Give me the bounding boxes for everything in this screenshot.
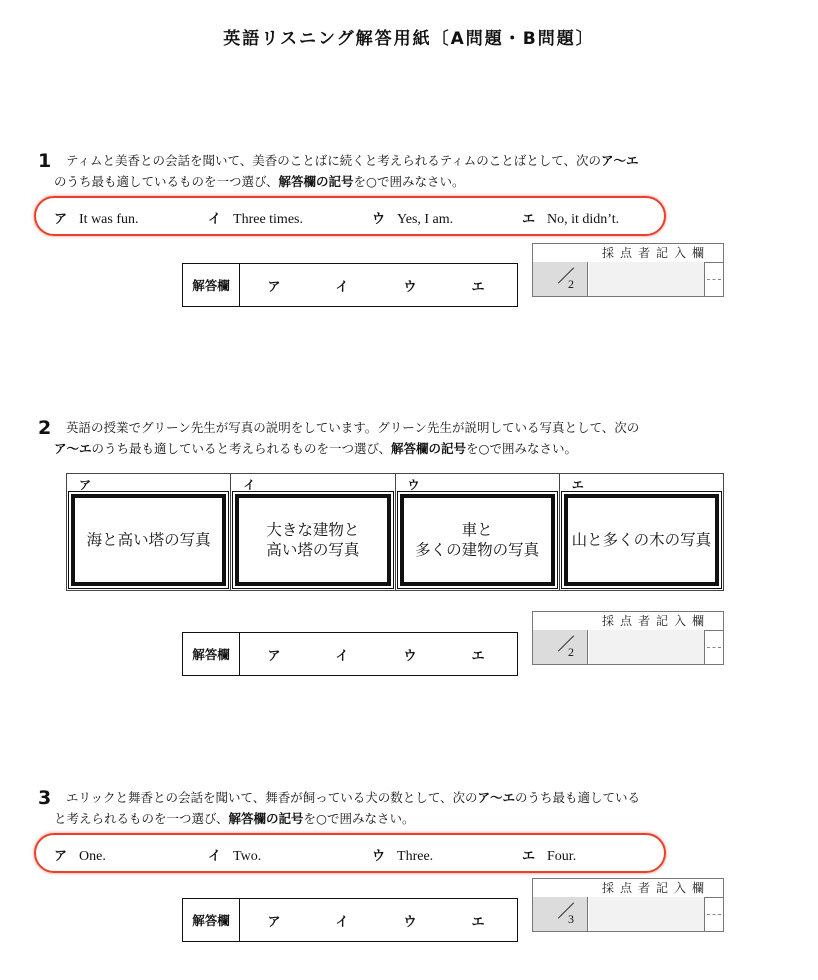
option-text: Three times. (233, 212, 303, 227)
answer-label: 解答欄 (183, 899, 240, 941)
option-i (208, 208, 303, 228)
answer-choice-i[interactable]: イ (335, 648, 349, 664)
option-text: No, it didn’t. (547, 212, 620, 227)
answer-choice-u[interactable]: ウ (403, 648, 417, 664)
answer-choice-e[interactable]: エ (471, 279, 485, 295)
option-letter: イ (208, 849, 222, 864)
grader-box-1 (532, 243, 724, 297)
photo-caption: 海と高い塔の写真 (71, 494, 226, 586)
question-3-text-line2 (54, 808, 734, 829)
q2-line2-pre: のうち最も適していると考えられるものを一つ選び、 (91, 441, 392, 456)
score-cell[interactable] (533, 262, 588, 296)
q2-line2-post: を○で囲みなさい。 (466, 441, 577, 456)
answer-choice-i[interactable]: イ (335, 279, 349, 295)
option-letter: エ (522, 849, 536, 864)
grader-header: 採点者記入欄 (589, 244, 723, 263)
question-2-text-line2 (54, 438, 734, 459)
grader-box-3 (532, 878, 724, 932)
option-text: Yes, I am. (397, 212, 454, 227)
grader-side-cell (705, 262, 723, 296)
q3-line1-bold: ア〜エ (477, 790, 516, 805)
photo-letter: ア (79, 478, 92, 492)
question-1-text (66, 150, 746, 171)
dashed-line (707, 647, 721, 648)
q1-line2-pre: のうち最も適しているものを一つ選び、 (54, 174, 279, 189)
q1-line1: ティムと美香との会話を聞いて、美香のことばに続くと考えられるティムのことばとして、次の (66, 153, 602, 168)
photo-letter: ウ (407, 478, 420, 492)
question-3-options (34, 833, 666, 873)
grader-notes-cell[interactable] (589, 897, 705, 931)
option-text: Three. (397, 849, 434, 864)
photo-options (66, 473, 724, 591)
score-cell[interactable] (533, 630, 588, 664)
photo-caption: 大きな建物と 高い塔の写真 (235, 494, 390, 586)
option-letter: ア (54, 212, 68, 227)
answer-choice-i[interactable]: イ (335, 914, 349, 930)
answer-choice-e[interactable]: エ (471, 648, 485, 664)
grader-header: 採点者記入欄 (589, 612, 723, 631)
score-denominator: 2 (568, 277, 574, 291)
option-letter: ウ (372, 212, 386, 227)
option-e (522, 208, 619, 228)
dashed-line (707, 279, 721, 280)
q3-line1-post: のうち最も適している (515, 790, 641, 805)
option-u (372, 845, 433, 865)
option-text: Two. (233, 849, 262, 864)
question-2-text: 英語の授業でグリーン先生が写真の説明をしています。グリーン先生が説明している写真として、次の (66, 420, 640, 435)
q3-line2-bold: 解答欄の記号 (228, 811, 304, 826)
answer-box-2 (182, 632, 518, 676)
answer-box-3 (182, 898, 518, 942)
answer-choice-a[interactable]: ア (267, 279, 281, 295)
option-a (54, 845, 106, 865)
option-a (54, 208, 139, 228)
option-text: It was fun. (79, 212, 139, 227)
option-u (372, 208, 453, 228)
photo-i (231, 474, 395, 590)
answer-choice-u[interactable]: ウ (403, 279, 417, 295)
answer-box-1 (182, 263, 518, 307)
answer-choice-e[interactable]: エ (471, 914, 485, 930)
grader-notes-cell[interactable] (589, 262, 705, 296)
grader-box-2 (532, 611, 724, 665)
option-text: Four. (547, 849, 577, 864)
grader-header: 採点者記入欄 (589, 879, 723, 898)
q1-line2-post: を○で囲みなさい。 (353, 174, 465, 189)
score-cell[interactable] (533, 897, 588, 931)
score-denominator: 2 (568, 645, 574, 659)
page-title: 英語リスニング解答用紙〔A問題・B問題〕 (223, 29, 595, 49)
question-1-text-line2 (54, 171, 734, 192)
option-letter: ア (54, 849, 68, 864)
q3-line2-post: を○で囲みなさい。 (303, 811, 415, 826)
photo-letter: エ (571, 478, 584, 492)
photo-caption: 山と多くの木の写真 (564, 494, 719, 586)
option-e (522, 845, 576, 865)
question-1-number: 1 (38, 150, 52, 172)
photo-letter: イ (243, 478, 256, 492)
question-3-number: 3 (38, 787, 52, 809)
grader-side-cell (705, 630, 723, 664)
photo-u (396, 474, 560, 590)
question-3-text (66, 787, 766, 808)
answer-choice-a[interactable]: ア (267, 648, 281, 664)
option-letter: ウ (372, 849, 386, 864)
q1-line2-bold: 解答欄の記号 (278, 174, 354, 189)
answer-choice-a[interactable]: ア (267, 914, 281, 930)
option-i (208, 845, 261, 865)
option-letter: エ (522, 212, 536, 227)
dashed-line (707, 914, 721, 915)
photo-a (67, 474, 231, 590)
answer-label: 解答欄 (183, 633, 240, 675)
option-text: One. (79, 849, 106, 864)
answer-choice-u[interactable]: ウ (403, 914, 417, 930)
question-1-options (34, 196, 666, 236)
option-letter: イ (208, 212, 222, 227)
photo-e (560, 474, 723, 590)
photo-caption: 車と 多くの建物の写真 (400, 494, 555, 586)
q2-line2-bold0: ア〜エ (54, 441, 92, 456)
q3-line2-pre: と考えられるものを一つ選び、 (54, 811, 229, 826)
grader-notes-cell[interactable] (589, 630, 705, 664)
q2-line2-bold: 解答欄の記号 (391, 441, 467, 456)
question-2-number: 2 (38, 417, 52, 439)
q3-line1-pre: エリックと舞香との会話を聞いて、舞香が飼っている犬の数として、次の (66, 790, 478, 805)
score-denominator: 3 (568, 912, 574, 926)
q1-line1-bold: ア〜エ (601, 153, 639, 168)
grader-side-cell (705, 897, 723, 931)
answer-label: 解答欄 (183, 264, 240, 306)
